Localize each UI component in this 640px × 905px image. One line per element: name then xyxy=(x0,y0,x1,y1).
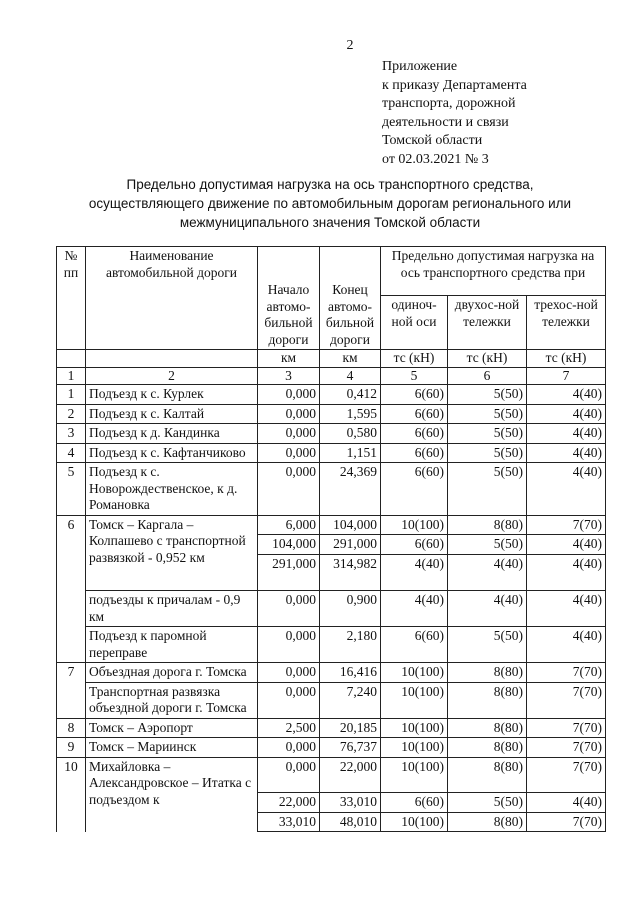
table-row xyxy=(57,718,606,738)
double-axle: 8(80) xyxy=(448,757,527,776)
double-axle: 4(40) xyxy=(448,554,527,573)
header-triple: трехос-ной тележки xyxy=(527,296,606,350)
road-name: Подъезд к с. Кафтанчиково xyxy=(86,443,258,463)
start-km: 0,000 xyxy=(258,663,320,683)
double-axle: 5(50) xyxy=(448,463,527,516)
triple-axle: 7(70) xyxy=(527,663,606,683)
document-title xyxy=(40,175,620,232)
title-line: осуществляющего движение по автомобильным дорогам регионального или xyxy=(88,196,572,211)
single-axle: 10(100) xyxy=(381,515,448,535)
start-km: 104,000 xyxy=(258,535,320,555)
single-axle: 6(60) xyxy=(381,535,448,555)
unit-row xyxy=(57,350,606,368)
start-km: 2,500 xyxy=(258,718,320,738)
triple-axle: 7(70) xyxy=(527,515,606,535)
end-km: 1,151 xyxy=(320,443,381,463)
row-num: 1 xyxy=(57,385,86,405)
title-line: Предельно допустимая нагрузка на ось транспортного средства, xyxy=(126,177,534,192)
row-num: 5 xyxy=(57,463,86,516)
road-name: Транспортная развязка объездной дороги г. Томска xyxy=(86,682,258,718)
road-name: Томск – Каргала – Колпашево с транспортной развязкой - 0,952 км xyxy=(86,515,258,591)
end-km: 1,595 xyxy=(320,404,381,424)
end-km: 291,000 xyxy=(320,535,381,555)
end-km: 22,000 xyxy=(320,757,381,776)
single-axle: 6(60) xyxy=(381,463,448,516)
row-num: 3 xyxy=(57,424,86,444)
column-number: 5 xyxy=(381,367,448,385)
road-name: Подъезд к с. Курлек xyxy=(86,385,258,405)
start-km: 0,000 xyxy=(258,682,320,718)
unit-cell: тс (кН) xyxy=(448,350,527,368)
start-km: 0,000 xyxy=(258,443,320,463)
start-km: 0,000 xyxy=(258,385,320,405)
triple-axle: 4(40) xyxy=(527,554,606,573)
table-row xyxy=(57,404,606,424)
start-km: 0,000 xyxy=(258,463,320,516)
double-axle: 5(50) xyxy=(448,424,527,444)
single-axle: 6(60) xyxy=(381,385,448,405)
end-km: 0,580 xyxy=(320,424,381,444)
triple-axle: 7(70) xyxy=(527,812,606,832)
double-axle: 8(80) xyxy=(448,738,527,758)
unit-cell: км xyxy=(320,350,381,368)
single-axle: 10(100) xyxy=(381,682,448,718)
end-km: 24,369 xyxy=(320,463,381,516)
single-axle: 10(100) xyxy=(381,718,448,738)
header-double: двухос-ной тележки xyxy=(448,296,527,350)
start-km: 0,000 xyxy=(258,424,320,444)
appendix-line: Приложение xyxy=(382,59,458,74)
end-km: 76,737 xyxy=(320,738,381,758)
table-row xyxy=(57,515,606,535)
column-number: 7 xyxy=(527,367,606,385)
table-row xyxy=(57,738,606,758)
header-row xyxy=(57,247,606,296)
start-km: 0,000 xyxy=(258,738,320,758)
start-km: 0,000 xyxy=(258,627,320,663)
column-number: 1 xyxy=(57,367,86,385)
single-axle: 10(100) xyxy=(381,757,448,776)
table-row xyxy=(57,385,606,405)
start-km: 0,000 xyxy=(258,404,320,424)
triple-axle: 4(40) xyxy=(527,404,606,424)
triple-axle: 7(70) xyxy=(527,757,606,776)
table-row xyxy=(57,591,606,627)
triple-axle: 7(70) xyxy=(527,738,606,758)
page-number: 2 xyxy=(346,38,354,53)
column-number: 2 xyxy=(86,367,258,385)
double-axle: 5(50) xyxy=(448,627,527,663)
header-num: № пп xyxy=(57,247,86,350)
double-axle: 4(40) xyxy=(448,591,527,627)
unit-cell: км xyxy=(258,350,320,368)
double-axle: 5(50) xyxy=(448,793,527,813)
double-axle: 5(50) xyxy=(448,404,527,424)
column-number: 6 xyxy=(448,367,527,385)
triple-axle: 7(70) xyxy=(527,718,606,738)
start-km: 33,010 xyxy=(258,812,320,832)
road-name: Подъезд к с. Калтай xyxy=(86,404,258,424)
end-km: 7,240 xyxy=(320,682,381,718)
table-row xyxy=(57,463,606,516)
table-row xyxy=(57,443,606,463)
row-num: 8 xyxy=(57,718,86,738)
row-num: 10 xyxy=(57,757,86,832)
single-axle: 6(60) xyxy=(381,424,448,444)
road-name: Подъезд к паромной переправе xyxy=(86,627,258,663)
appendix-block xyxy=(382,58,527,169)
single-axle: 4(40) xyxy=(381,591,448,627)
row-num: 2 xyxy=(57,404,86,424)
end-km: 0,900 xyxy=(320,591,381,627)
start-km: 291,000 xyxy=(258,554,320,573)
unit-cell: тс (кН) xyxy=(527,350,606,368)
end-km: 2,180 xyxy=(320,627,381,663)
double-axle: 8(80) xyxy=(448,682,527,718)
start-km: 22,000 xyxy=(258,793,320,813)
header-name: Наименование автомобильной дороги xyxy=(86,247,258,350)
appendix-line: от 02.03.2021 № 3 xyxy=(382,151,489,167)
road-name: Томск – Мариинск xyxy=(86,738,258,758)
end-km: 16,416 xyxy=(320,663,381,683)
triple-axle: 4(40) xyxy=(527,385,606,405)
end-km: 48,010 xyxy=(320,812,381,832)
triple-axle: 4(40) xyxy=(527,627,606,663)
table-row xyxy=(57,663,606,683)
single-axle: 10(100) xyxy=(381,812,448,832)
single-axle: 10(100) xyxy=(381,663,448,683)
road-name: Михайловка – Александровское – Итатка с подъездом к xyxy=(86,757,258,832)
road-name: Подъезд к с. Новорождественское, к д. Романовка xyxy=(86,463,258,516)
single-axle: 6(60) xyxy=(381,627,448,663)
double-axle: 5(50) xyxy=(448,535,527,555)
start-km: 0,000 xyxy=(258,591,320,627)
title-line: межмуниципального значения Томской области xyxy=(179,215,481,230)
double-axle: 8(80) xyxy=(448,812,527,832)
double-axle: 8(80) xyxy=(448,718,527,738)
single-axle: 6(60) xyxy=(381,404,448,424)
table-row xyxy=(57,757,606,776)
triple-axle: 4(40) xyxy=(527,424,606,444)
triple-axle: 7(70) xyxy=(527,682,606,718)
column-number-row xyxy=(57,367,606,385)
triple-axle: 4(40) xyxy=(527,591,606,627)
header-group: Предельно допустимая нагрузка на ось транспортного средства при xyxy=(381,247,606,296)
header-start: Начало автомо-бильной дороги xyxy=(258,247,320,350)
header-end: Конец автомо-бильной дороги xyxy=(320,247,381,350)
double-axle: 8(80) xyxy=(448,515,527,535)
table-row xyxy=(57,682,606,718)
row-num: 7 xyxy=(57,663,86,719)
unit-cell: тс (кН) xyxy=(381,350,448,368)
end-km: 104,000 xyxy=(320,515,381,535)
end-km: 0,412 xyxy=(320,385,381,405)
header-single: одиноч-ной оси xyxy=(381,296,448,350)
row-num: 4 xyxy=(57,443,86,463)
axle-load-table xyxy=(56,246,606,832)
double-axle: 8(80) xyxy=(448,663,527,683)
column-number: 4 xyxy=(320,367,381,385)
table-row xyxy=(57,424,606,444)
appendix-line: транспорта, дорожной xyxy=(382,96,516,111)
triple-axle: 4(40) xyxy=(527,793,606,813)
triple-axle: 4(40) xyxy=(527,535,606,555)
end-km: 33,010 xyxy=(320,793,381,813)
column-number: 3 xyxy=(258,367,320,385)
single-axle: 4(40) xyxy=(381,554,448,573)
table-row xyxy=(57,627,606,663)
appendix-line: к приказу Департамента xyxy=(382,77,527,93)
double-axle: 5(50) xyxy=(448,385,527,405)
start-km: 6,000 xyxy=(258,515,320,535)
single-axle: 10(100) xyxy=(381,738,448,758)
triple-axle: 4(40) xyxy=(527,443,606,463)
single-axle: 6(60) xyxy=(381,443,448,463)
single-axle: 6(60) xyxy=(381,793,448,813)
appendix-line: Томской области xyxy=(382,133,483,148)
road-name: Объездная дорога г. Томска xyxy=(86,663,258,683)
road-name: Подъезд к д. Кандинка xyxy=(86,424,258,444)
start-km: 0,000 xyxy=(258,757,320,776)
end-km: 314,982 xyxy=(320,554,381,573)
appendix-line: деятельности и связи xyxy=(382,114,509,130)
row-num: 9 xyxy=(57,738,86,758)
triple-axle: 4(40) xyxy=(527,463,606,516)
row-num: 6 xyxy=(57,515,86,663)
road-name: Томск – Аэропорт xyxy=(86,718,258,738)
end-km: 20,185 xyxy=(320,718,381,738)
road-name: подъезды к причалам - 0,9 км xyxy=(86,591,258,627)
double-axle: 5(50) xyxy=(448,443,527,463)
